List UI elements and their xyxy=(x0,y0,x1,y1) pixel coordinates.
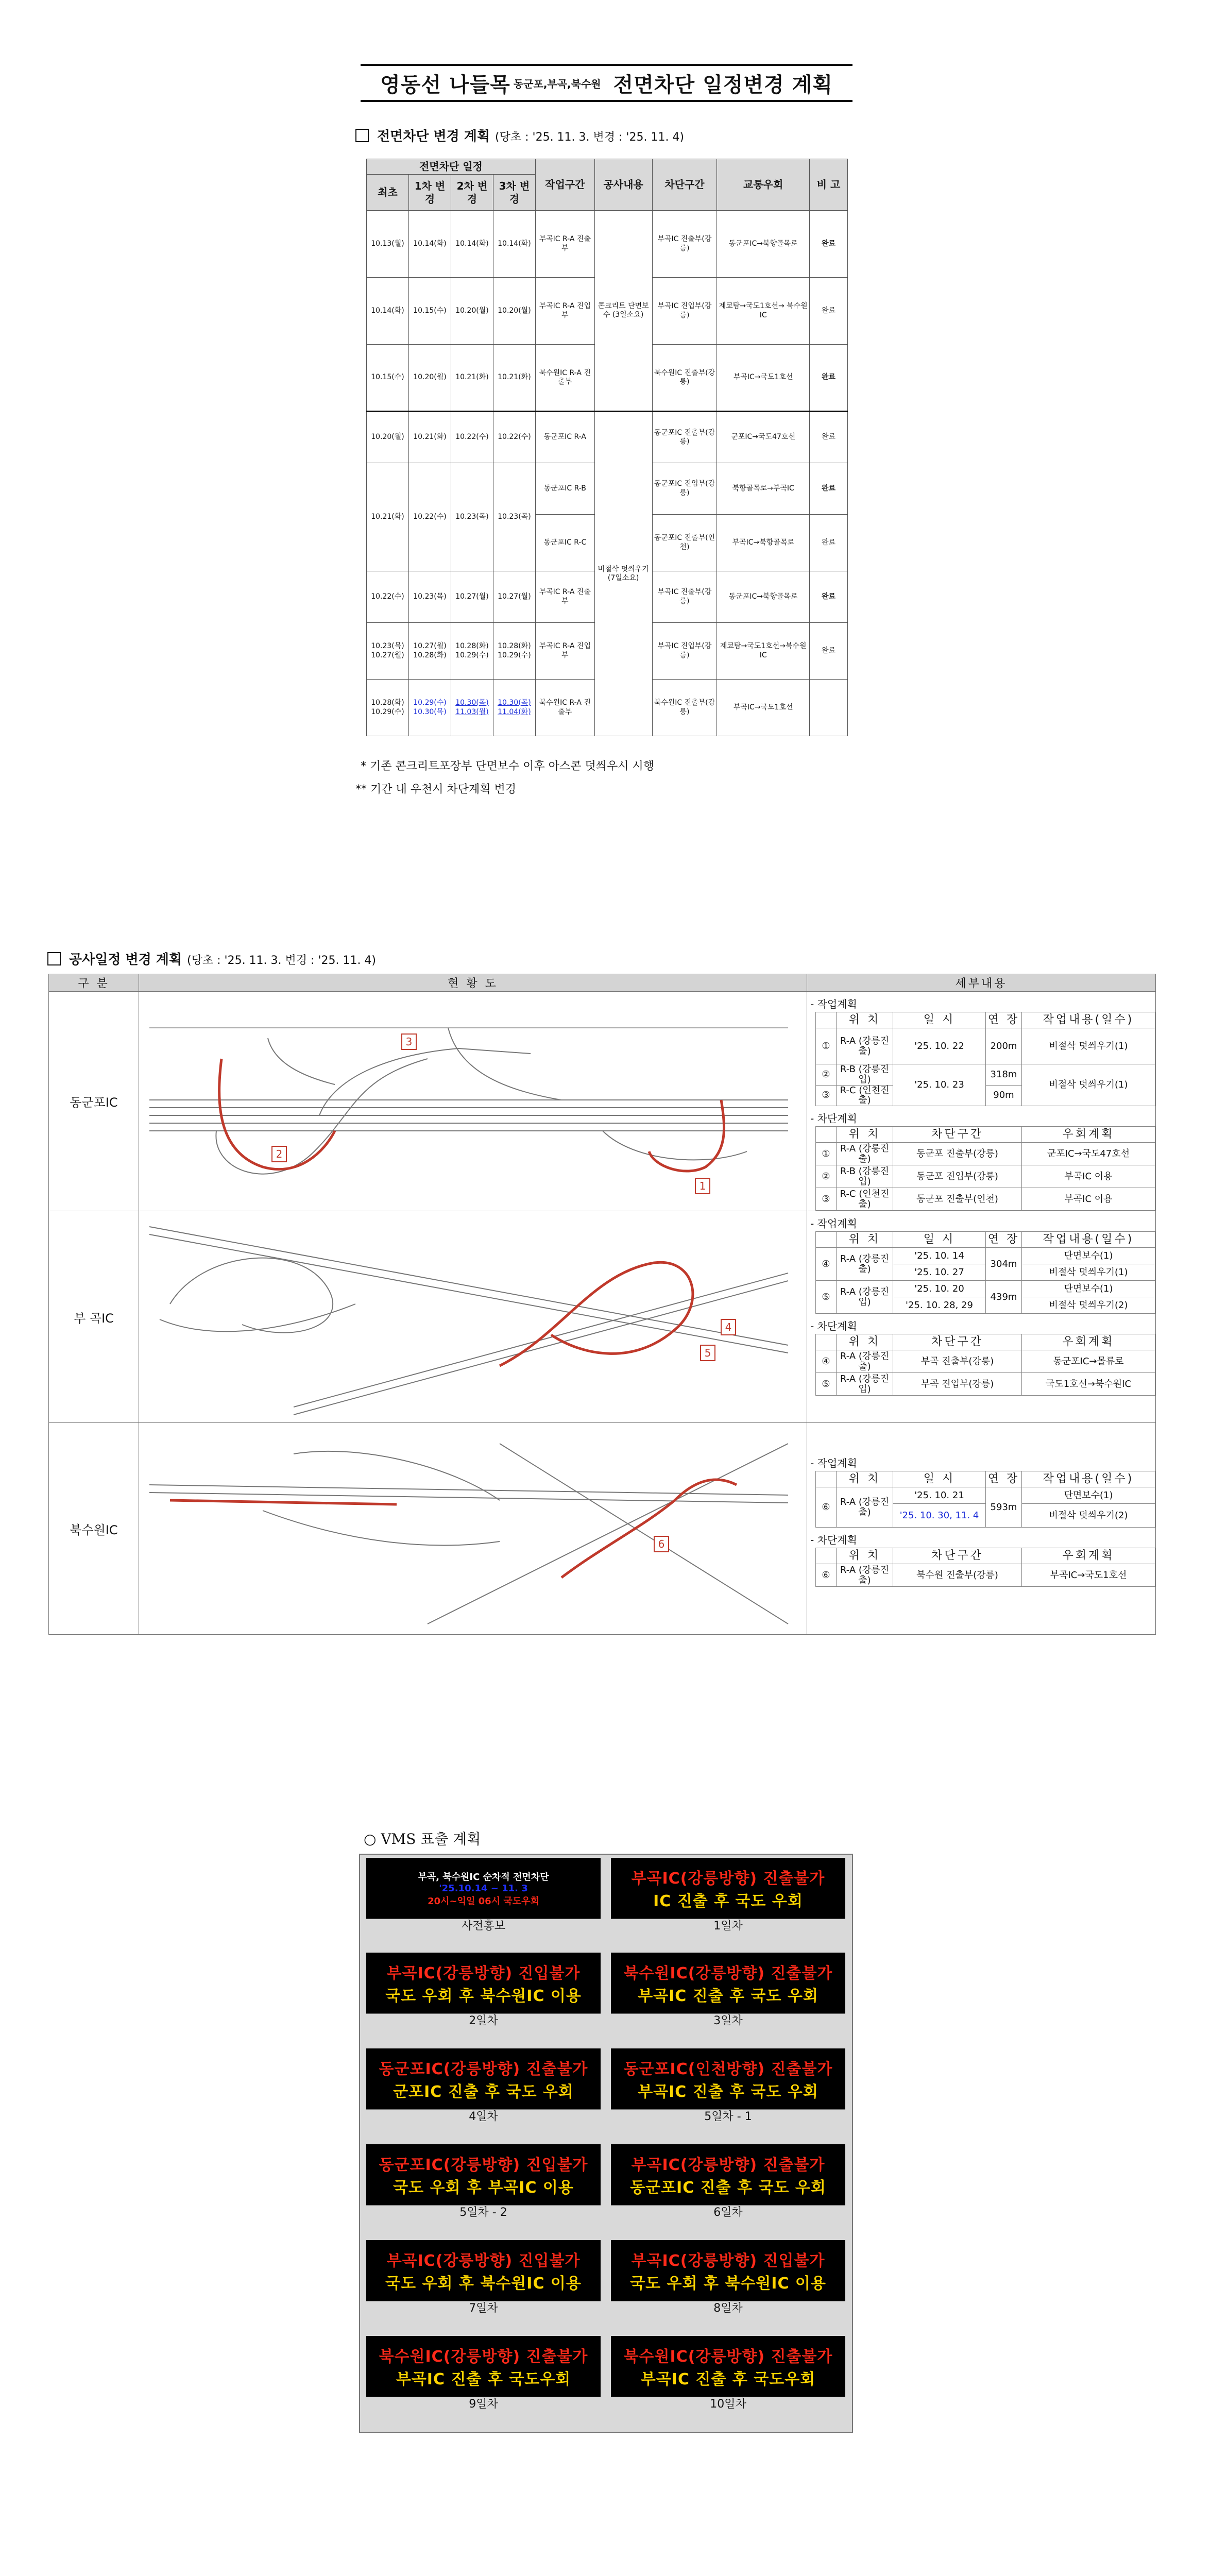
vms-label: 7일차 xyxy=(366,2301,601,2316)
col-detour: 우회계획 xyxy=(1022,1334,1155,1350)
cell-block: 부곡IC 진출부(강릉) xyxy=(652,571,717,623)
col-date: 일 시 xyxy=(893,1232,986,1248)
checkbox-square-icon xyxy=(355,129,369,142)
cell-location: R-A (강릉진출) xyxy=(837,1248,893,1281)
cell-detour: 군포IC→국도47호선 xyxy=(1022,1143,1155,1165)
row-number: ① xyxy=(816,1028,837,1064)
col-location: 위 치 xyxy=(837,1232,893,1248)
cell-remark: 완료 xyxy=(810,571,848,623)
cell-block: 동군포IC 진출부(인천) xyxy=(652,515,717,571)
work-plan-heading: - 작업계획 xyxy=(810,1217,857,1230)
vms-panel-day1 xyxy=(611,1858,845,1933)
vms-line-2: 국도 우회 후 북수원IC 이용 xyxy=(630,2275,826,2293)
cell-date: '25. 10. 30, 11. 4 xyxy=(893,1504,986,1528)
cell-remark: 완료 xyxy=(810,211,848,278)
section2-title: 공사일정 변경 계획 xyxy=(69,952,182,968)
cell-change-3: 10.30(목) 11.04(화) xyxy=(493,680,535,736)
title-superscript: 동군포,부곡,북수원 xyxy=(513,77,601,90)
cell-block: 동군포IC 진입부(강릉) xyxy=(652,463,717,515)
cell-block: 부곡 진출부(강릉) xyxy=(893,1350,1022,1373)
cell-change-2: 10.27(월) xyxy=(451,571,493,623)
vms-line-2: 동군포IC 진출 후 국도 우회 xyxy=(630,2179,826,2197)
vms-grid xyxy=(359,1854,853,2433)
vms-panel-day7 xyxy=(366,2240,601,2315)
page-title xyxy=(361,64,852,102)
header-remark: 비 고 xyxy=(810,159,848,211)
vms-label: 5일차 - 2 xyxy=(366,2205,601,2220)
vms-screen xyxy=(366,2048,601,2109)
cell-detour: 부곡IC 이용 xyxy=(1022,1165,1155,1188)
vms-heading: ○ VMS 표출 계획 xyxy=(364,1831,481,1848)
vms-label: 6일차 xyxy=(611,2205,845,2220)
vms-label: 3일차 xyxy=(611,2013,845,2028)
col-detour: 우회계획 xyxy=(1022,1127,1155,1143)
closure-schedule-table xyxy=(366,159,848,736)
cell-location: R-A (강릉진출) xyxy=(837,1028,893,1064)
map-dongunpo xyxy=(139,992,807,1211)
row-number: ③ xyxy=(816,1188,837,1211)
header-change-2: 2차 변경 xyxy=(451,175,493,211)
vms-screen xyxy=(611,2048,845,2109)
cell-remark: 완료 xyxy=(810,412,848,463)
header-work-content: 공사내용 xyxy=(594,159,652,211)
vms-label: 4일차 xyxy=(366,2109,601,2124)
cell-detour: 동군포IC→몰류로 xyxy=(1022,1350,1155,1373)
vms-screen xyxy=(366,2240,601,2301)
cell-length: 439m xyxy=(986,1281,1022,1314)
vms-label: 5일차 - 1 xyxy=(611,2109,845,2124)
details-dongunpo xyxy=(807,992,1156,1211)
cell-change-3: 10.14(화) xyxy=(493,211,535,278)
table-row xyxy=(367,412,848,463)
cell-location: R-C (인천진출) xyxy=(837,1085,893,1106)
vms-line-1: 북수원IC(강릉방향) 진출불가 xyxy=(623,2348,833,2366)
details-buksuwon xyxy=(807,1423,1156,1635)
cell-location: R-A (강릉진출) xyxy=(837,1564,893,1587)
block-plan-heading: - 차단계획 xyxy=(810,1112,857,1125)
footnote-2: ** 기간 내 우천시 차단계획 변경 xyxy=(355,783,516,796)
cell-remark: 완료 xyxy=(810,345,848,412)
cell-task: 비절삭 덧씌우기(1) xyxy=(1022,1064,1155,1106)
vms-panel-day9 xyxy=(366,2336,601,2411)
work-plan-table xyxy=(815,1471,1155,1528)
vms-panel-pre xyxy=(366,1858,601,1933)
interchange-drawing xyxy=(139,1423,807,1632)
row-number: ⑤ xyxy=(816,1373,837,1396)
vms-line-2: 국도 우회 후 북수원IC 이용 xyxy=(385,2275,582,2293)
cell-change-3: 10.27(월) xyxy=(493,571,535,623)
details-bugok xyxy=(807,1211,1156,1423)
section1-date: (당초 : '25. 11. 3. 변경 : '25. 11. 4) xyxy=(495,131,685,144)
cell-task: 단면보수(1) xyxy=(1022,1281,1155,1297)
col-date: 일 시 xyxy=(893,1012,986,1028)
vms-panel-day4 xyxy=(366,2048,601,2124)
col-length: 연 장 xyxy=(986,1012,1022,1028)
cell-detour: 군포IC→국도47호선 xyxy=(717,412,810,463)
cell-length: 593m xyxy=(986,1487,1022,1528)
vms-line-1: 부곡IC(강릉방향) 진입불가 xyxy=(631,2252,825,2270)
row-number: ② xyxy=(816,1165,837,1188)
vms-line-2: 국도 우회 후 북수원IC 이용 xyxy=(385,1987,582,2005)
vms-line-2: 부곡IC 진출 후 국도 우회 xyxy=(638,2083,818,2101)
checkbox-square-icon xyxy=(47,952,61,965)
cell-change-3: 10.20(월) xyxy=(493,278,535,345)
table-row xyxy=(367,211,848,278)
cell-block: 북수원IC 진출부(강릉) xyxy=(652,680,717,736)
map-bugok xyxy=(139,1211,807,1423)
cell-first: 10.23(목) 10.27(월) xyxy=(367,623,409,680)
cell-location: R-B (강릉진입) xyxy=(837,1064,893,1086)
cell-first: 10.22(수) xyxy=(367,571,409,623)
vms-screen xyxy=(611,1953,845,2013)
cell-detour: 국도1호선→북수원IC xyxy=(1022,1373,1155,1396)
work-plan-table xyxy=(815,1231,1155,1314)
col-block: 차단구간 xyxy=(893,1334,1022,1350)
cell-date: '25. 10. 27 xyxy=(893,1264,986,1281)
cell-length: 304m xyxy=(986,1248,1022,1281)
cell-length: 200m xyxy=(986,1028,1022,1064)
cell-detour: 부곡IC→국도1호선 xyxy=(717,345,810,412)
vms-label: 9일차 xyxy=(366,2397,601,2412)
cell-location: R-C (인천진출) xyxy=(837,1188,893,1211)
map-marker-6: 6 xyxy=(658,1538,665,1551)
vms-line-2: 부곡IC 진출 후 국도 우회 xyxy=(638,1987,818,2005)
vms-screen xyxy=(611,2144,845,2205)
col-location: 위 치 xyxy=(837,1334,893,1350)
header-change-1: 1차 변경 xyxy=(408,175,451,211)
col-location: 위 치 xyxy=(837,1012,893,1028)
cell-task: 비절삭 덧씌우기(2) xyxy=(1022,1504,1155,1528)
work-plan-heading: - 작업계획 xyxy=(810,998,857,1010)
vms-line-2: IC 진출 후 국도 우회 xyxy=(653,1892,803,1910)
ic-row-bugok xyxy=(49,1211,1156,1423)
cell-location: R-A (강릉진출) xyxy=(837,1350,893,1373)
vms-screen xyxy=(611,2336,845,2397)
cell-work-section: 북수원IC R-A 진출부 xyxy=(535,680,594,736)
section1-title: 전면차단 변경 계획 xyxy=(377,129,490,144)
col-detour: 우회계획 xyxy=(1022,1548,1155,1564)
cell-change-2: 10.28(화) 10.29(수) xyxy=(451,623,493,680)
cell-work-type-overlay: 비절삭 덧씌우기 (7일소요) xyxy=(594,412,652,736)
col-date: 일 시 xyxy=(893,1471,986,1487)
cell-remark: 완료 xyxy=(810,623,848,680)
vms-line-1: 북수원IC(강릉방향) 진출불가 xyxy=(379,2348,588,2366)
cell-date: '25. 10. 21 xyxy=(893,1487,986,1504)
row-number: ② xyxy=(816,1064,837,1086)
cell-first: 10.20(월) xyxy=(367,412,409,463)
vms-line-1: 동군포IC(인천방향) 진출불가 xyxy=(623,2060,833,2078)
vms-line-1: 북수원IC(강릉방향) 진출불가 xyxy=(623,1964,833,1982)
vms-line-1: 부곡IC(강릉방향) 진출불가 xyxy=(631,2156,825,2174)
cell-first: 10.28(화) 10.29(수) xyxy=(367,680,409,736)
col-block: 차단구간 xyxy=(893,1548,1022,1564)
cell-detour: 부곡IC 이용 xyxy=(1022,1188,1155,1211)
title-part-2: 전면차단 일정변경 계획 xyxy=(613,73,833,97)
col-task: 작업내용(일수) xyxy=(1022,1471,1155,1487)
cell-location: R-A (강릉진입) xyxy=(837,1373,893,1396)
cell-block: 부곡IC 진입부(강릉) xyxy=(652,278,717,345)
cell-detour: 제쿄탐→국도1호선→북수원IC xyxy=(717,623,810,680)
block-plan-table xyxy=(815,1548,1155,1587)
cell-detour: 부곡IC→국도1호선 xyxy=(717,680,810,736)
vms-line-2: '25.10.14 ~ 11. 3 xyxy=(439,1883,528,1894)
cell-first: 10.21(화) xyxy=(367,463,409,571)
cell-date: '25. 10. 23 xyxy=(893,1064,986,1106)
cell-detour: 동군포IC→북향골목로 xyxy=(717,571,810,623)
vms-line-1: 동군포IC(강릉방향) 진입불가 xyxy=(379,2156,588,2174)
section1-heading xyxy=(355,126,684,145)
vms-label: 2일차 xyxy=(366,2013,601,2028)
header-first: 최초 xyxy=(367,175,409,211)
cell-work-section: 동군포IC R-C xyxy=(535,515,594,571)
vms-label: 1일차 xyxy=(611,1919,845,1934)
vms-screen xyxy=(366,1953,601,2013)
work-schedule-table xyxy=(48,974,1156,1635)
cell-change-1: 10.14(화) xyxy=(408,211,451,278)
block-plan-heading: - 차단계획 xyxy=(810,1320,857,1333)
cell-change-1: 10.23(목) xyxy=(408,571,451,623)
block-plan-heading: - 차단계획 xyxy=(810,1534,857,1547)
cell-task: 비절삭 덧씌우기(1) xyxy=(1022,1028,1155,1064)
interchange-drawing xyxy=(139,1211,807,1420)
cell-detour: 북향골목로→부곡IC xyxy=(717,463,810,515)
cell-block: 북수원IC 진출부(강릉) xyxy=(652,345,717,412)
vms-line-1: 부곡IC(강릉방향) 진입불가 xyxy=(386,1964,581,1982)
ic-name: 동군포IC xyxy=(49,992,139,1211)
cell-detour: 동군포IC→북향골목로 xyxy=(717,211,810,278)
vms-panel-day5-2 xyxy=(366,2144,601,2219)
work-plan-heading: - 작업계획 xyxy=(810,1457,857,1470)
cell-first: 10.13(월) xyxy=(367,211,409,278)
cell-block: 동군포 진출부(인천) xyxy=(893,1188,1022,1211)
cell-change-3: 10.21(화) xyxy=(493,345,535,412)
vms-line-2: 국도 우회 후 부곡IC 이용 xyxy=(393,2179,574,2197)
cell-task: 단면보수(1) xyxy=(1022,1487,1155,1504)
row-number: ⑥ xyxy=(816,1564,837,1587)
cell-change-3: 10.28(화) 10.29(수) xyxy=(493,623,535,680)
row-number: ⑤ xyxy=(816,1281,837,1314)
interchange-drawing xyxy=(139,997,807,1203)
title-part-1: 영동선 나들목 xyxy=(380,73,510,97)
vms-line-3: 20시~익일 06시 국도우회 xyxy=(428,1895,539,1907)
cell-block: 동군포IC 진출부(강릉) xyxy=(652,412,717,463)
vms-line-2: 부곡IC 진출 후 국도우회 xyxy=(640,2370,816,2388)
vms-label: 10일차 xyxy=(611,2397,845,2412)
col-block: 차단구간 xyxy=(893,1127,1022,1143)
cell-change-2: 10.30(목) 11.03(월) xyxy=(451,680,493,736)
col-length: 연 장 xyxy=(986,1471,1022,1487)
cell-block: 동군포 진입부(강릉) xyxy=(893,1165,1022,1188)
cell-change-2: 10.23(목) xyxy=(451,463,493,571)
footnote-1: * 기존 콘크리트포장부 단면보수 이후 아스콘 덧씌우시 시행 xyxy=(361,760,655,773)
row-number: ④ xyxy=(816,1350,837,1373)
cell-block: 부곡 진입부(강릉) xyxy=(893,1373,1022,1396)
header-change-3: 3차 변경 xyxy=(493,175,535,211)
map-buksuwon xyxy=(139,1423,807,1635)
cell-location: R-B (강릉진입) xyxy=(837,1165,893,1188)
vms-panel-day10 xyxy=(611,2336,845,2411)
cell-task: 비절삭 덧씌우기(1) xyxy=(1022,1264,1155,1281)
cell-block: 동군포 진출부(강릉) xyxy=(893,1143,1022,1165)
header-detour: 교통우회 xyxy=(717,159,810,211)
header-work-section: 작업구간 xyxy=(535,159,594,211)
cell-length: 90m xyxy=(986,1085,1022,1106)
cell-remark: 완료 xyxy=(810,463,848,515)
cell-block: 부곡IC 진입부(강릉) xyxy=(652,623,717,680)
cell-change-3: 10.22(수) xyxy=(493,412,535,463)
header-map: 현 황 도 xyxy=(139,974,807,992)
col-task: 작업내용(일수) xyxy=(1022,1232,1155,1248)
map-marker-2: 2 xyxy=(276,1148,283,1161)
ic-row-buksuwon xyxy=(49,1423,1156,1635)
vms-screen xyxy=(366,2144,601,2205)
row-number: ① xyxy=(816,1143,837,1165)
cell-work-section: 부곡IC R-A 진입부 xyxy=(535,278,594,345)
cell-length: 318m xyxy=(986,1064,1022,1086)
col-task: 작업내용(일수) xyxy=(1022,1012,1155,1028)
col-location: 위 치 xyxy=(837,1548,893,1564)
cell-change-2: 10.21(화) xyxy=(451,345,493,412)
map-marker-1: 1 xyxy=(699,1180,706,1193)
vms-screen xyxy=(611,2240,845,2301)
ic-name: 북수원IC xyxy=(49,1423,139,1635)
cell-date: '25. 10. 14 xyxy=(893,1248,986,1264)
cell-work-section: 북수원IC R-A 진출부 xyxy=(535,345,594,412)
block-plan-table xyxy=(815,1334,1155,1396)
cell-change-1: 10.20(월) xyxy=(408,345,451,412)
cell-work-type-concrete: 콘크리트 단면보수 (3일소요) xyxy=(594,211,652,412)
cell-remark: 완료 xyxy=(810,278,848,345)
ic-row-dongunpo xyxy=(49,992,1156,1211)
vms-line-1: 부곡IC(강릉방향) 진출불가 xyxy=(631,1870,825,1888)
cell-change-1: 10.21(화) xyxy=(408,412,451,463)
col-location: 위 치 xyxy=(837,1471,893,1487)
header-details: 세부내용 xyxy=(807,974,1156,992)
vms-screen xyxy=(366,2336,601,2397)
cell-change-2: 10.22(수) xyxy=(451,412,493,463)
cell-work-section: 부곡IC R-A 진출부 xyxy=(535,571,594,623)
cell-date: '25. 10. 28, 29 xyxy=(893,1297,986,1314)
cell-block: 북수원 진출부(강릉) xyxy=(893,1564,1022,1587)
cell-work-section: 부곡IC R-A 진출부 xyxy=(535,211,594,278)
header-category: 구 분 xyxy=(49,974,139,992)
cell-task: 비절삭 덧씌우기(2) xyxy=(1022,1297,1155,1314)
cell-location: R-A (강릉진입) xyxy=(837,1281,893,1314)
col-length: 연 장 xyxy=(986,1232,1022,1248)
map-marker-5: 5 xyxy=(704,1347,711,1360)
ic-name: 부 곡IC xyxy=(49,1211,139,1423)
vms-label: 8일차 xyxy=(611,2301,845,2316)
cell-location: R-A (강릉진출) xyxy=(837,1143,893,1165)
cell-detour: 제쿄탐→국도1호선→ 북수원IC xyxy=(717,278,810,345)
cell-detour: 부곡IC→국도1호선 xyxy=(1022,1564,1155,1587)
cell-remark: 완료 xyxy=(810,515,848,571)
map-marker-3: 3 xyxy=(405,1036,413,1048)
cell-location: R-A (강릉진출) xyxy=(837,1487,893,1528)
cell-change-1: 10.29(수) 10.30(목) xyxy=(408,680,451,736)
vms-panel-day8 xyxy=(611,2240,845,2315)
row-number: ④ xyxy=(816,1248,837,1281)
cell-first: 10.14(화) xyxy=(367,278,409,345)
vms-label: 사전홍보 xyxy=(366,1919,601,1934)
row-number: ③ xyxy=(816,1085,837,1106)
cell-work-section: 부곡IC R-A 진입부 xyxy=(535,623,594,680)
col-location: 위 치 xyxy=(837,1127,893,1143)
row-number: ⑥ xyxy=(816,1487,837,1528)
cell-remark xyxy=(810,680,848,736)
cell-change-3: 10.23(목) xyxy=(493,463,535,571)
cell-change-2: 10.20(월) xyxy=(451,278,493,345)
vms-line-1: 부곡, 북수원IC 순차적 전면차단 xyxy=(418,1871,549,1883)
header-block-section: 차단구간 xyxy=(652,159,717,211)
vms-panel-day3 xyxy=(611,1953,845,2028)
vms-panel-day6 xyxy=(611,2144,845,2219)
vms-screen xyxy=(366,1858,601,1919)
cell-date: '25. 10. 22 xyxy=(893,1028,986,1064)
cell-task: 단면보수(1) xyxy=(1022,1248,1155,1264)
section2-date: (당초 : '25. 11. 3. 변경 : '25. 11. 4) xyxy=(187,954,377,967)
cell-change-1: 10.27(월) 10.28(화) xyxy=(408,623,451,680)
cell-work-section: 동군포IC R-A xyxy=(535,412,594,463)
map-marker-4: 4 xyxy=(725,1321,732,1334)
cell-change-1: 10.15(수) xyxy=(408,278,451,345)
cell-block: 부곡IC 진출부(강릉) xyxy=(652,211,717,278)
cell-detour: 부곡IC→북향골목로 xyxy=(717,515,810,571)
vms-line-1: 동군포IC(강릉방향) 진출불가 xyxy=(379,2060,588,2078)
vms-line-2: 부곡IC 진출 후 국도우회 xyxy=(396,2370,571,2388)
cell-date: '25. 10. 20 xyxy=(893,1281,986,1297)
vms-screen xyxy=(611,1858,845,1919)
vms-panel-day5-1 xyxy=(611,2048,845,2124)
cell-change-1: 10.22(수) xyxy=(408,463,451,571)
vms-line-2: 군포IC 진출 후 국도 우회 xyxy=(393,2083,574,2101)
cell-change-2: 10.14(화) xyxy=(451,211,493,278)
vms-panel-day2 xyxy=(366,1953,601,2028)
header-schedule-group: 전면차단 일정 xyxy=(367,159,536,175)
vms-line-1: 부곡IC(강릉방향) 진입불가 xyxy=(386,2252,581,2270)
cell-work-section: 동군포IC R-B xyxy=(535,463,594,515)
block-plan-table xyxy=(815,1126,1155,1211)
section2-heading xyxy=(47,949,376,968)
work-plan-table xyxy=(815,1012,1155,1106)
cell-first: 10.15(수) xyxy=(367,345,409,412)
